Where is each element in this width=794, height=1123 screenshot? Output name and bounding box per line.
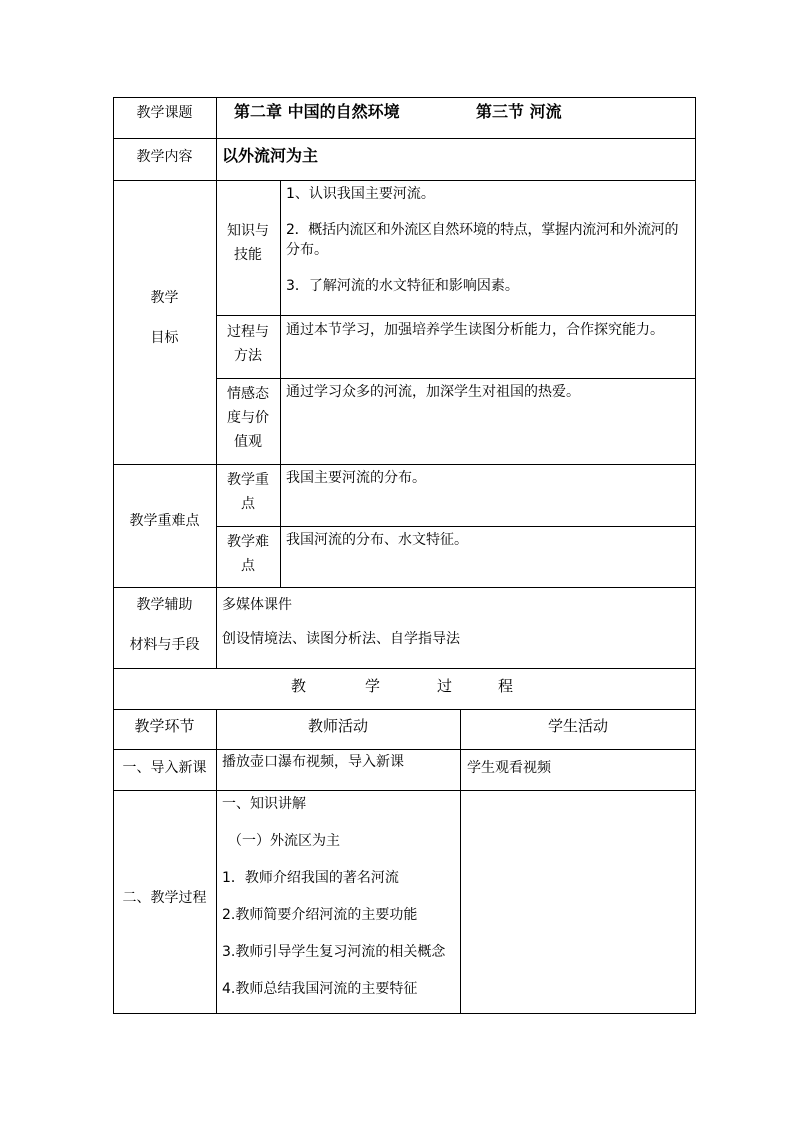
objectives-label: 教学 目标 xyxy=(150,290,179,346)
aids-line: 多媒体课件 xyxy=(222,597,292,613)
process-title xyxy=(113,676,696,698)
focus-text: 我国主要河流的分布。 xyxy=(286,470,426,486)
section-title: 第三节 河流 xyxy=(476,102,562,121)
process-method-label: 过程与 方法 xyxy=(227,324,269,364)
content-value: 以外流河为主 xyxy=(222,146,319,165)
aids-line: 创设情境法、读图分析法、自学指导法 xyxy=(222,631,460,647)
chapter-title: 第二章 中国的自然环境 xyxy=(234,102,400,121)
process-title-char: 教 xyxy=(291,677,307,695)
key-points-label: 教学重难点 xyxy=(129,513,200,529)
emotion-values-label: 情感态 度与价 值观 xyxy=(227,386,269,450)
focus-label: 教学重 点 xyxy=(227,472,269,512)
content-label: 教学内容 xyxy=(136,149,193,165)
teacher-activity-line: 3.教师引导学生复习河流的相关概念 xyxy=(222,944,446,960)
stage-intro: 一、导入新课 xyxy=(122,760,207,776)
teacher-activity-line: 1．教师介绍我国的著名河流 xyxy=(222,870,399,886)
knowledge-item: 分布。 xyxy=(286,242,328,258)
col-student-header: 学生活动 xyxy=(547,717,608,735)
topic-label: 教学课题 xyxy=(136,105,193,121)
teacher-activity-intro: 播放壶口瀑布视频，导入新课 xyxy=(222,754,404,770)
teacher-activity-line: 2.教师简要介绍河流的主要功能 xyxy=(222,907,418,923)
teacher-activity-line: 4.教师总结我国河流的主要特征 xyxy=(222,981,418,997)
emotion-values-text: 通过学习众多的河流，加深学生对祖国的热爱。 xyxy=(286,384,580,400)
knowledge-skills-label: 知识与 技能 xyxy=(227,223,269,263)
knowledge-items xyxy=(286,184,694,296)
stage-teaching: 二、教学过程 xyxy=(122,890,207,906)
process-title-char: 程 xyxy=(498,677,514,695)
knowledge-item: 3．了解河流的水文特征和影响因素。 xyxy=(286,278,519,294)
difficulty-text: 我国河流的分布、水文特征。 xyxy=(286,532,468,548)
knowledge-item: 2．概括内流区和外流区自然环境的特点，掌握内流河和外流河的 xyxy=(286,222,679,238)
knowledge-item: 1、认识我国主要河流。 xyxy=(286,186,435,202)
teacher-activity-line: 一、知识讲解 xyxy=(222,796,306,812)
col-stage-header: 教学环节 xyxy=(134,717,195,735)
process-title-char: 过 xyxy=(437,677,453,695)
teacher-activity-teaching xyxy=(222,794,458,999)
student-activity-intro: 学生观看视频 xyxy=(467,760,551,776)
col-teacher-header: 教师活动 xyxy=(307,717,368,735)
process-title-char: 学 xyxy=(365,677,381,695)
aids-label: 教学辅助 材料与手段 xyxy=(129,597,200,653)
teacher-activity-line: （一）外流区为主 xyxy=(228,833,340,849)
difficulty-label: 教学难 点 xyxy=(227,534,269,574)
aids-content xyxy=(222,595,692,649)
process-method-text: 通过本节学习，加强培养学生读图分析能力，合作探究能力。 xyxy=(286,322,664,338)
